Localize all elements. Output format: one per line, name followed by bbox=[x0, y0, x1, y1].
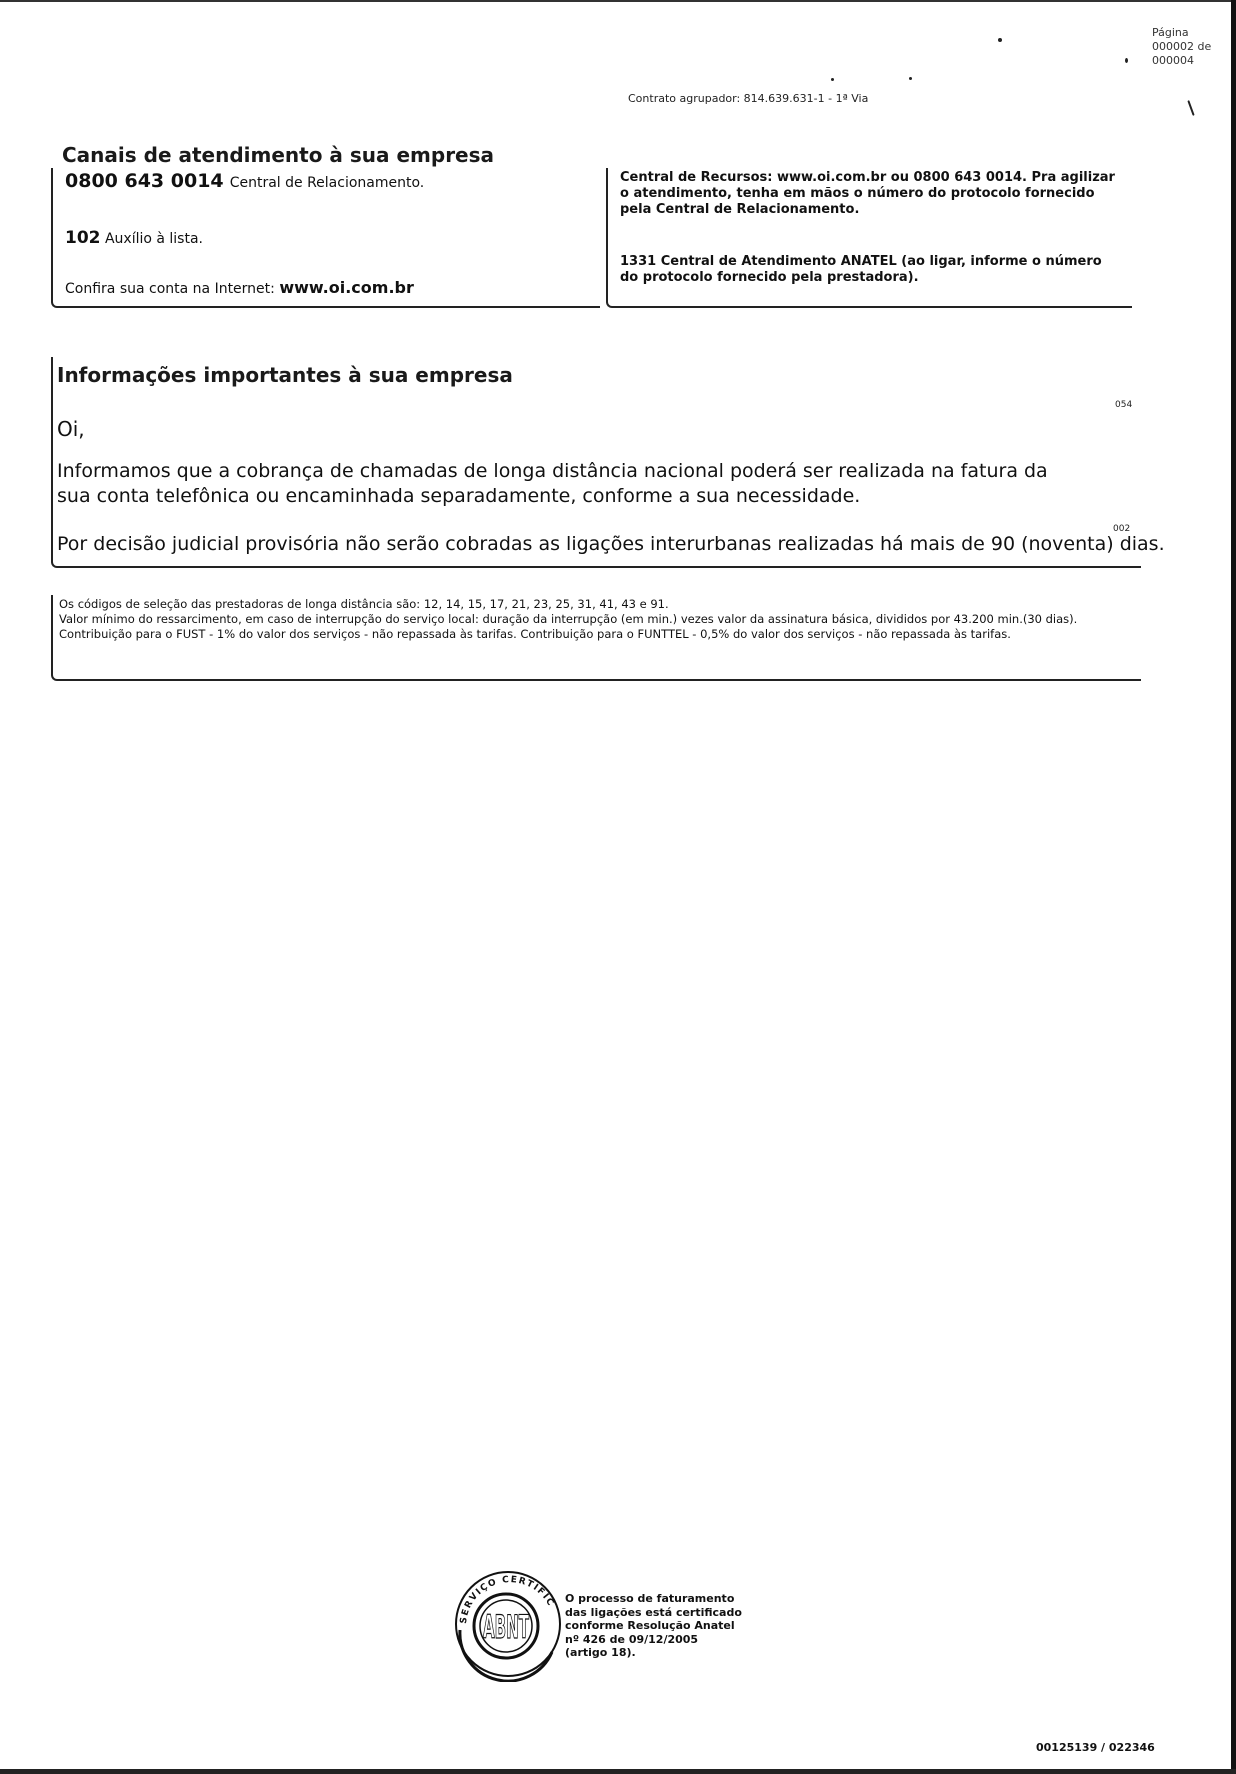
phone-line bbox=[65, 170, 424, 192]
info-title: Informações importantes à sua empresa bbox=[57, 363, 513, 387]
codes-line-3: Contribuição para o FUST - 1% do valor dos serviços - não repassada às tarifas. Contribuição para o FUNTTEL - 0,5% do valor dos serviços - não repassada às tarifas. bbox=[59, 627, 1011, 641]
abnt-seal-icon bbox=[452, 1560, 564, 1682]
scan-speck bbox=[1187, 100, 1194, 116]
page-of: de bbox=[1197, 40, 1212, 53]
seal-line: conforme Resolução Anatel bbox=[565, 1619, 735, 1632]
web-line bbox=[65, 278, 414, 297]
codes-line-1: Os códigos de seleção das prestadoras de longa distância são: 12, 14, 15, 17, 21, 23, 25, 31, 41, 43 e 91. bbox=[59, 597, 669, 611]
contract-number: Contrato agrupador: 814.639.631-1 - 1ª Via bbox=[628, 92, 869, 105]
message-code: 054 bbox=[1115, 400, 1133, 410]
seal-line: das ligações está certificado bbox=[565, 1605, 742, 1619]
phone-desc: Central de Relacionamento. bbox=[229, 175, 425, 191]
seal-caption bbox=[565, 1592, 745, 1660]
document-id: 00125139 / 022346 bbox=[1036, 1741, 1155, 1754]
phone-number: 0800 643 0014 bbox=[65, 170, 224, 192]
page-total: 000004 bbox=[1152, 54, 1194, 67]
central-anatel-text: 1331 Central de Atendimento ANATEL (ao ligar, informe o número do protocolo fornecido pela prestadora). bbox=[620, 254, 1102, 285]
seal-line: (artigo 18). bbox=[565, 1646, 636, 1659]
page-indicator bbox=[1152, 26, 1211, 68]
aux-desc: Auxílio à lista. bbox=[104, 231, 203, 247]
seal-line: nº 426 de 09/12/2005 bbox=[565, 1632, 699, 1646]
web-prefix: Confira sua conta na Internet: bbox=[65, 281, 275, 297]
message-code: 002 bbox=[1113, 524, 1131, 534]
canais-title: Canais de atendimento à sua empresa bbox=[62, 143, 495, 167]
info-greeting: Oi, bbox=[57, 417, 85, 441]
codes-box bbox=[51, 595, 1141, 681]
scan-speck bbox=[909, 77, 912, 80]
canais-box bbox=[51, 168, 600, 308]
web-url-link[interactable]: www.oi.com.br bbox=[279, 278, 414, 297]
central-recursos-text: Central de Recursos: www.oi.com.br ou 0800 643 0014. Pra agilizar o atendimento, tenha em mãos o número do protocolo fornecido pela Central de Relacionamento. bbox=[620, 170, 1115, 217]
scan-speck bbox=[831, 78, 834, 81]
scan-speck bbox=[1125, 58, 1128, 63]
codes-text bbox=[59, 597, 1129, 642]
scan-border-right bbox=[1231, 0, 1236, 1774]
aux-number: 102 bbox=[65, 228, 101, 248]
codes-line-2: Valor mínimo do ressarcimento, em caso de interrupção do serviço local: duração da interrupção (em min.) vezes valor da assinatura básica, divididos por 43.200 min.(30 dias). bbox=[59, 612, 1078, 626]
scan-border-bottom bbox=[0, 1769, 1236, 1774]
info-paragraph-2: Por decisão judicial provisória não serão cobradas as ligações interurbanas realizadas há mais de 90 (noventa) dias. bbox=[57, 533, 1165, 555]
page-current: 000002 bbox=[1152, 40, 1194, 53]
info-box bbox=[51, 357, 1165, 568]
info-paragraph-1: Informamos que a cobrança de chamadas de longa distância nacional poderá ser realizada na fatura da sua conta telefônica ou encaminhada separadamente, conforme a sua necessidade. bbox=[57, 460, 1048, 507]
page-label: Página bbox=[1152, 26, 1189, 39]
seal-ring-text: SERVIÇO CERTIFIC bbox=[458, 1575, 556, 1625]
aux-line bbox=[65, 228, 203, 248]
central-box bbox=[606, 168, 1132, 308]
seal-logo-text: ABNT bbox=[483, 1608, 530, 1646]
seal-line: O processo de faturamento bbox=[565, 1592, 735, 1605]
scan-speck bbox=[998, 38, 1002, 42]
abnt-seal bbox=[452, 1560, 564, 1682]
scan-border-top bbox=[0, 0, 1236, 2]
